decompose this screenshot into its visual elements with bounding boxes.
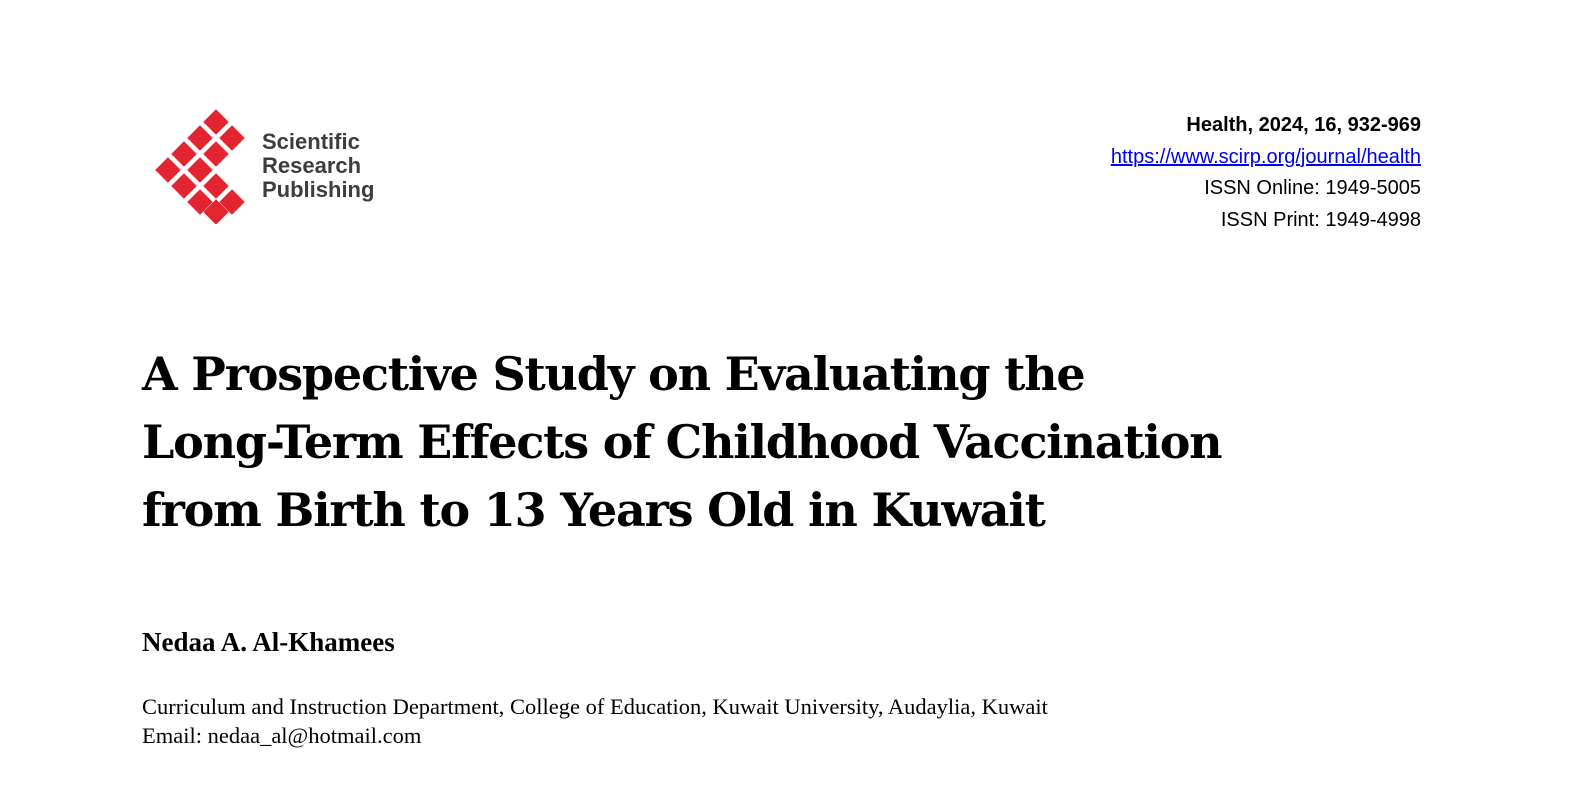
author-affiliation (142, 692, 1048, 750)
diamond-grid-logo-icon (148, 108, 252, 224)
publisher-name (262, 130, 374, 202)
journal-url-link[interactable]: https://www.scirp.org/journal/health (1110, 145, 1421, 168)
affiliation-text: Curriculum and Instruction Department, College of Education, Kuwait University, Audaylia, Kuwait (142, 694, 1048, 719)
journal-citation: Health, 2024, 16, 932-969 (1186, 114, 1421, 136)
publisher-name-line: Publishing (262, 177, 375, 202)
article-title-line: from Birth to 13 Years Old in Kuwait (142, 483, 1045, 537)
author-name: Nedaa A. Al-Khamees (142, 627, 395, 657)
publisher-name-line: Research (262, 153, 362, 178)
journal-info (1111, 110, 1421, 236)
article-title-line: A Prospective Study on Evaluating the (142, 347, 1085, 401)
article-title-line: Long-Term Effects of Childhood Vaccination (142, 415, 1222, 469)
article-title (142, 340, 1432, 544)
publisher-logo (148, 108, 398, 224)
publisher-name-line: Scientific (262, 129, 360, 154)
author-email: Email: nedaa_al@hotmail.com (142, 723, 422, 748)
issn-print: ISSN Print: 1949-4998 (1220, 208, 1421, 231)
issn-online: ISSN Online: 1949-5005 (1204, 177, 1421, 199)
